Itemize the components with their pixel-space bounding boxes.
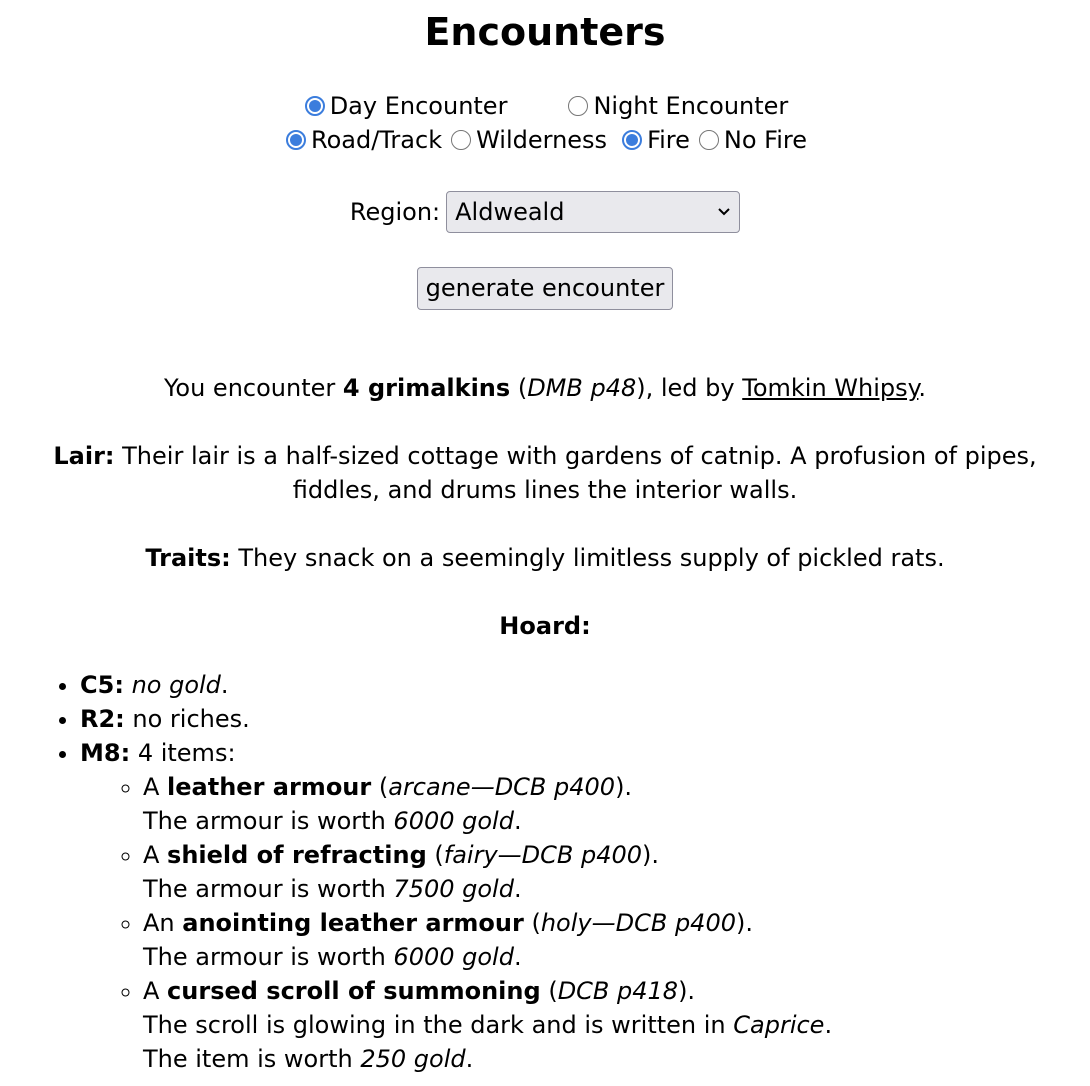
item-ref-close: ).	[642, 841, 660, 869]
item-desc-end: .	[824, 1011, 833, 1039]
fire-radio[interactable]	[622, 130, 642, 150]
road-track-label: Road/Track	[310, 126, 443, 154]
day-encounter-radio[interactable]	[305, 96, 325, 116]
list-item	[143, 838, 832, 906]
hoard-r2-label: R2:	[80, 705, 125, 733]
item-ref: arcane—DCB p400	[388, 773, 616, 801]
road-track-radio[interactable]	[286, 130, 306, 150]
list-item	[80, 702, 832, 736]
no-fire-option[interactable]	[696, 123, 807, 157]
hoard-c5-end: .	[220, 671, 229, 699]
list-item	[80, 668, 832, 702]
traits-label: Traits:	[145, 544, 231, 572]
item-worth: 6000 gold	[393, 943, 514, 971]
item-worth: 6000 gold	[393, 807, 514, 835]
encounter-ref: DMB p48	[527, 374, 637, 402]
item-worth-prefix: The armour is worth	[143, 875, 394, 903]
item-worth: 7500 gold	[393, 875, 514, 903]
lair-label: Lair:	[53, 442, 115, 470]
encounter-prefix: You encounter	[163, 374, 343, 402]
item-worth-end: .	[465, 1045, 474, 1073]
item-ref-open: (	[371, 773, 389, 801]
region-selected-value: Aldweald	[455, 198, 565, 226]
item-desc-prefix: The scroll is glowing in the dark and is written in	[143, 1011, 734, 1039]
item-ref-close: ).	[678, 977, 696, 1005]
item-ref: holy—DCB p400	[540, 909, 736, 937]
encounter-suffix: .	[918, 374, 927, 402]
item-worth-end: .	[513, 943, 522, 971]
region-row	[0, 190, 1090, 234]
lair-paragraph	[18, 439, 1072, 507]
list-item	[143, 906, 832, 974]
day-encounter-label: Day Encounter	[329, 92, 508, 120]
no-fire-radio[interactable]	[699, 130, 719, 150]
item-worth-prefix: The armour is worth	[143, 943, 394, 971]
page-title: Encounters	[424, 10, 666, 54]
time-radio-group	[0, 89, 1090, 123]
night-encounter-radio[interactable]	[568, 96, 588, 116]
encounter-creatures: 4 grimalkins	[342, 374, 511, 402]
item-ref-close: ).	[615, 773, 633, 801]
fire-label: Fire	[647, 126, 690, 154]
item-name: cursed scroll of summoning	[167, 977, 541, 1005]
item-worth: 250 gold	[360, 1045, 466, 1073]
list-item	[143, 974, 832, 1076]
encounter-ref-open: (	[510, 374, 528, 402]
item-article: A	[143, 977, 168, 1005]
hoard-c5-label: C5:	[80, 671, 124, 699]
item-worth-end: .	[513, 807, 522, 835]
item-ref-close: ).	[735, 909, 753, 937]
region-select[interactable]	[446, 191, 740, 233]
terrain-fire-radio-group	[0, 123, 1090, 157]
item-ref-open: (	[540, 977, 558, 1005]
hoard-m8-value: 4 items:	[130, 739, 236, 767]
item-worth-prefix: The item is worth	[143, 1045, 361, 1073]
road-track-option[interactable]	[283, 123, 442, 157]
day-encounter-option[interactable]	[302, 89, 508, 123]
item-ref: DCB p418	[557, 977, 679, 1005]
item-ref-open: (	[523, 909, 541, 937]
hoard-heading-text: Hoard:	[499, 612, 591, 640]
hoard-list	[0, 668, 832, 1076]
item-article: A	[143, 841, 168, 869]
lair-text: Their lair is a half-sized cottage with gardens of catnip. A profusion of pipes, fiddles, and drums lines the interior walls.	[114, 442, 1037, 504]
hoard-r2-value: no riches.	[124, 705, 250, 733]
item-name: leather armour	[167, 773, 372, 801]
night-encounter-option[interactable]	[565, 89, 788, 123]
wilderness-radio[interactable]	[451, 130, 471, 150]
item-name: shield of refracting	[167, 841, 427, 869]
item-ref: fairy—DCB p400	[443, 841, 643, 869]
generate-encounter-button[interactable]: generate encounter	[417, 267, 674, 310]
item-worth-end: .	[513, 875, 522, 903]
fire-option[interactable]	[619, 123, 690, 157]
item-article: An	[143, 909, 183, 937]
hoard-items-list	[80, 770, 832, 1076]
traits-paragraph	[0, 541, 1090, 575]
encounter-ref-close: ), led by	[636, 374, 743, 402]
list-item	[143, 770, 832, 838]
hoard-c5-value: no gold	[131, 671, 221, 699]
encounter-summary	[0, 371, 1090, 405]
wilderness-option[interactable]	[448, 123, 607, 157]
no-fire-label: No Fire	[723, 126, 808, 154]
chevron-down-icon	[717, 207, 731, 217]
region-label: Region:	[349, 198, 441, 226]
item-worth-prefix: The armour is worth	[143, 807, 394, 835]
list-item	[80, 736, 832, 1076]
wilderness-label: Wilderness	[476, 126, 608, 154]
night-encounter-label: Night Encounter	[593, 92, 789, 120]
leader-link[interactable]: Tomkin Whipsy	[742, 374, 919, 402]
item-name: anointing leather armour	[182, 909, 524, 937]
hoard-heading	[0, 609, 1090, 643]
item-ref-open: (	[426, 841, 444, 869]
traits-text: They snack on a seemingly limitless supply of pickled rats.	[230, 544, 945, 572]
item-article: A	[143, 773, 168, 801]
item-desc-language: Caprice	[733, 1011, 825, 1039]
hoard-m8-label: M8:	[80, 739, 131, 767]
generate-row	[0, 267, 1090, 310]
